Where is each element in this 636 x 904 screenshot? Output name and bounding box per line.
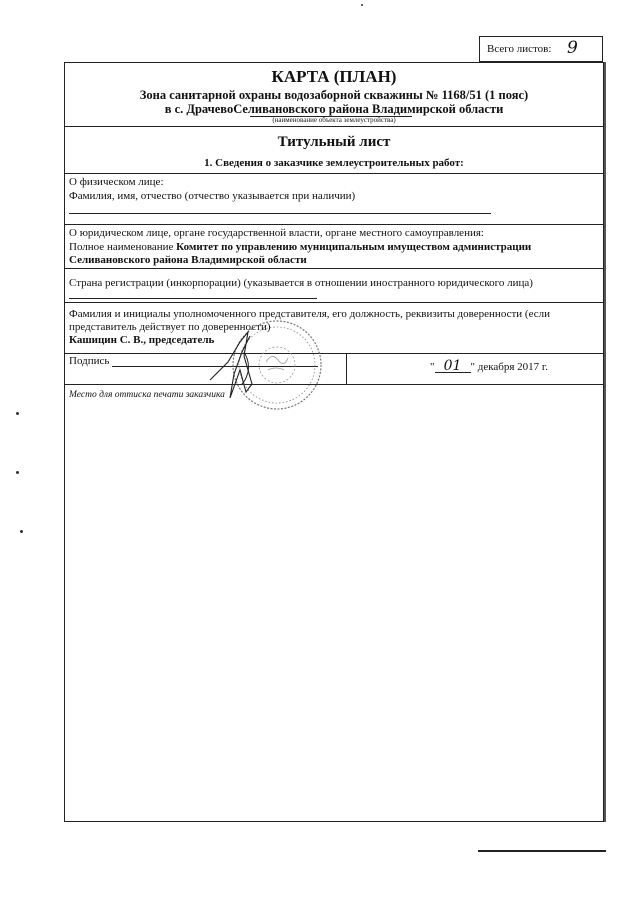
header-divider [64, 126, 604, 127]
margin-mark [361, 4, 363, 6]
signature-label: Подпись [69, 355, 110, 367]
object-name-caption: (наименование объекта землеустройства) [272, 116, 396, 124]
frame-edge [604, 62, 606, 822]
date-day: 01 [435, 360, 471, 373]
margin-mark [20, 530, 23, 533]
section1-divider [64, 173, 604, 174]
date-month-year: " декабря 2017 г. [470, 361, 548, 373]
signature-date [430, 360, 548, 373]
country-divider [64, 302, 604, 303]
title-sheet-heading: Титульный лист [277, 134, 391, 150]
representative-label-line1: Фамилия и инициалы уполномоченного представителя, его должность, реквизиты доверенности (если [69, 308, 550, 320]
individual-divider [64, 224, 604, 225]
representative-label-line2: представитель действует по доверенности) [69, 321, 271, 333]
individual-fio-label: Фамилия, имя, отчество (отчество указывается при наличии) [69, 190, 356, 202]
margin-mark [16, 471, 19, 474]
legal-entity-name-line1 [69, 241, 531, 253]
signature-scribble-icon [200, 322, 280, 402]
sheets-count-box [479, 36, 603, 62]
stamp-place-label: Место для оттиска печати заказчика [69, 390, 225, 400]
representative-divider [64, 353, 604, 354]
date-open-quote: " [430, 361, 435, 373]
country-underline [69, 298, 317, 299]
legal-entity-label: О юридическом лице, органе государственной власти, органе местного самоуправления: [69, 227, 484, 239]
country-label: Страна регистрации (инкорпорации) (указывается в отношении иностранного юридического лица) [69, 277, 533, 289]
margin-mark [16, 412, 19, 415]
signature-divider [64, 384, 604, 385]
sheets-count-value: 9 [567, 38, 578, 58]
sheets-count-label: Всего листов: [487, 43, 552, 55]
representative-value: Кашицин С. В., председатель [69, 334, 215, 346]
individual-fio-underline [69, 213, 491, 214]
document-title: КАРТА (ПЛАН) [271, 67, 397, 86]
object-name-line1: Зона санитарной охраны водозаборной скважины № 1168/51 (1 пояс) [139, 88, 529, 102]
object-name-line2: в с. ДрачевоСеливановского района Владимирской области [164, 102, 504, 116]
legal-entity-name-prefix: Полное наименование [69, 241, 174, 253]
signature-date-divider [346, 353, 347, 384]
section1-heading: 1. Сведения о заказчике землеустроительных работ: [204, 157, 464, 169]
individual-label: О физическом лице: [69, 176, 164, 188]
legal-entity-name-value1: Комитет по управлению муниципальным имуществом администрации [176, 241, 532, 253]
legal-entity-name-line2: Селивановского района Владимирской области [69, 254, 307, 266]
legal-entity-divider [64, 268, 604, 269]
bottom-rule [478, 850, 606, 852]
